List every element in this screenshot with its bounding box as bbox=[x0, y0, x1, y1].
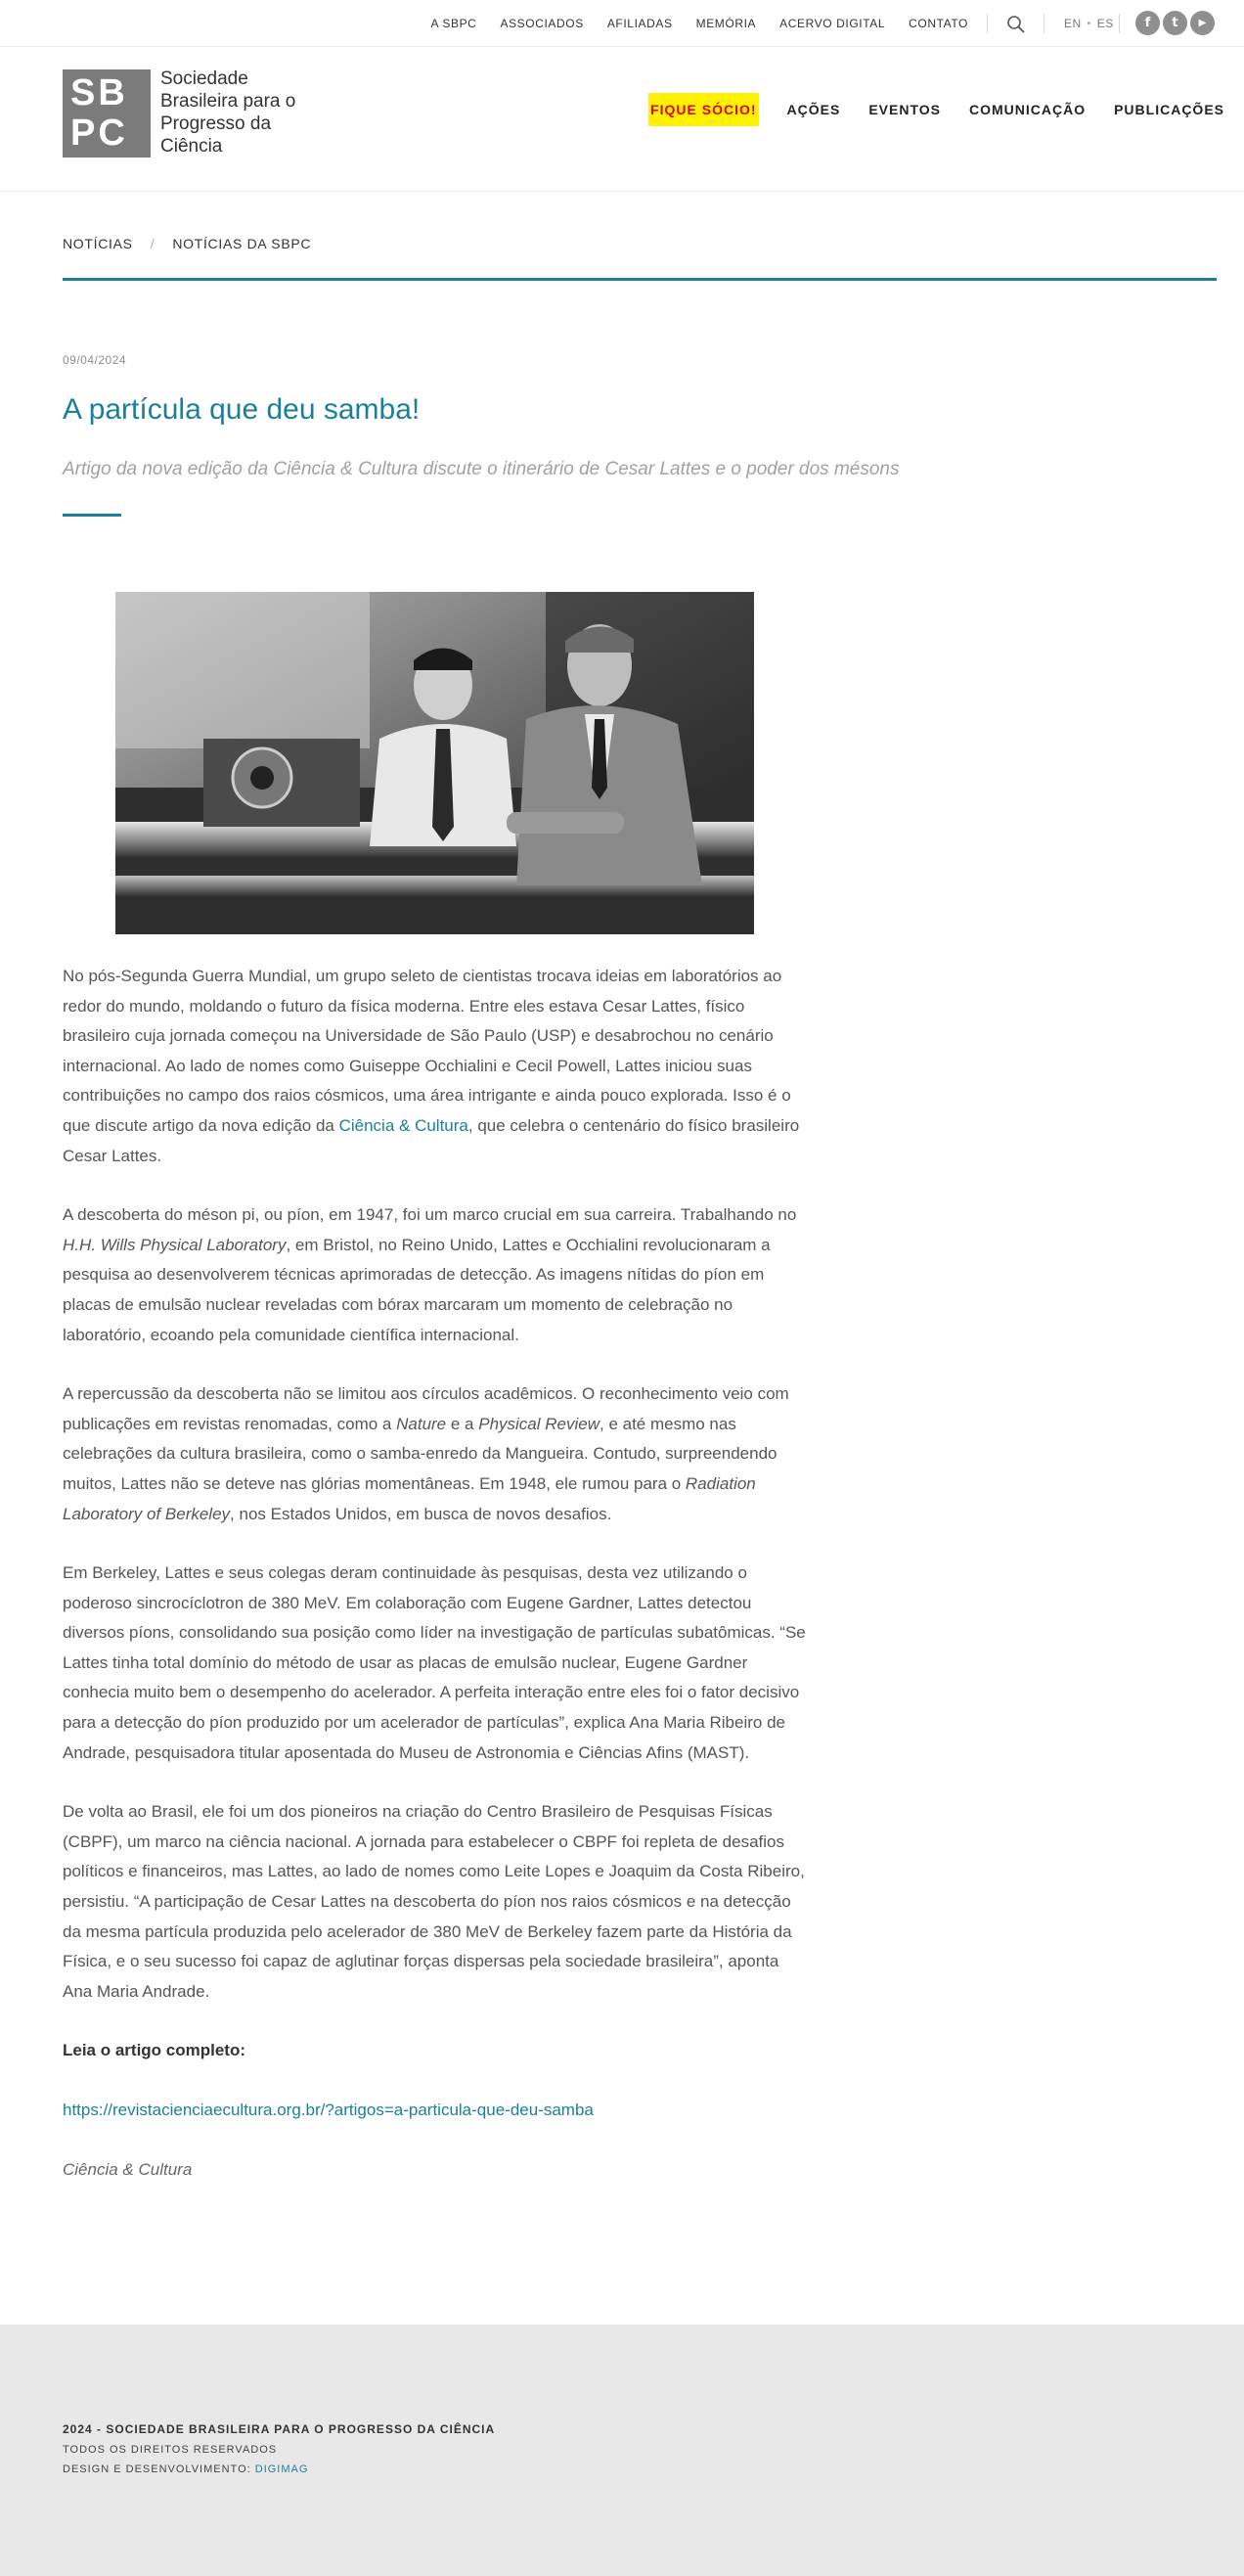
article-subtitle: Artigo da nova edição da Ciência & Cultura discute o itinerário de Cesar Lattes e o poder dos mésons bbox=[63, 459, 900, 479]
article-paragraph bbox=[63, 962, 806, 1171]
article-title: A partícula que deu samba! bbox=[63, 393, 421, 426]
util-link-memoria[interactable]: MEMÓRIA bbox=[695, 17, 757, 30]
breadcrumb-underline bbox=[63, 278, 1217, 281]
footer-credit-prefix: DESIGN E DESENVOLVIMENTO: bbox=[63, 2463, 255, 2475]
site-footer bbox=[0, 2325, 1244, 2576]
emphasis-text: Physical Review bbox=[478, 1414, 600, 1433]
breadcrumb-noticias[interactable]: NOTÍCIAS bbox=[63, 236, 133, 251]
article-paragraph: De volta ao Brasil, ele foi um dos pioneiros na criação do Centro Brasileiro de Pesquisas Físicas (CBPF), um marco na ciência nacional. A jornada para estabelecer o CBPF foi repleta de desafios políticos e financeiros, mas Lattes, ao lado de nomes como Leite Lopes e Joaquim da Costa Ribeiro, persistiu. “A participação de Cesar Lattes na descoberta do píon nos raios cósmicos e na detecção da mesma partícula produzida pelo acelerador de 380 MeV de Berkeley fazem parte da História da Física, e o seu sucesso foi capaz de aglutinar forças dispersas pela sociedade brasileira”, aponta Ana Maria Andrade. bbox=[63, 1802, 805, 2001]
paragraph-text: A descoberta do méson pi, ou píon, em 1947, foi um marco crucial em sua carreira. Trabalhando no bbox=[63, 1205, 797, 1225]
breadcrumb-separator: / bbox=[150, 236, 156, 251]
ciencia-cultura-link[interactable]: Ciência & Cultura bbox=[338, 1115, 468, 1135]
paragraph-text: A repercussão da descoberta não se limitou aos círculos acadêmicos. O reconhecimento veio com publicações em revistas renomadas, como a bbox=[63, 1384, 789, 1433]
divider bbox=[987, 14, 988, 33]
article-photo bbox=[115, 592, 754, 934]
facebook-icon[interactable]: f bbox=[1135, 11, 1160, 35]
nav-acoes[interactable]: AÇÕES bbox=[786, 102, 841, 117]
paragraph-text: , e até mesmo nas celebrações da cultura brasileira, como o samba-enredo da Mangueira. Contudo, surpreendendo muitos, Lattes não se deteve nas glórias momentâneas. Em 1948, ele rumou para o bbox=[63, 1414, 778, 1493]
article-date: 09/04/2024 bbox=[63, 353, 127, 367]
read-more-label: Leia o artigo completo: bbox=[63, 2041, 246, 2060]
nav-publicacoes[interactable]: PUBLICAÇÕES bbox=[1114, 102, 1224, 117]
lang-es-link[interactable]: ES bbox=[1096, 17, 1114, 30]
util-link-afiliadas[interactable]: AFILIADAS bbox=[606, 17, 673, 30]
logo-mark bbox=[63, 69, 151, 158]
logo-mark-line2: PC bbox=[70, 113, 128, 154]
utility-nav bbox=[408, 0, 969, 47]
article-source: Ciência & Cultura bbox=[63, 2159, 193, 2179]
logo-mark-line1: SB bbox=[70, 72, 128, 113]
article-paragraph bbox=[63, 1379, 806, 1529]
footer-credit bbox=[63, 2463, 308, 2475]
emphasis-text: H.H. Wills Physical Laboratory bbox=[63, 1235, 287, 1254]
nav-eventos[interactable]: EVENTOS bbox=[868, 102, 941, 117]
social-links bbox=[1135, 11, 1218, 35]
full-article-link[interactable]: https://revistacienciaecultura.org.br/?artigos=a-particula-que-deu-samba bbox=[63, 2101, 594, 2119]
emphasis-text: Nature bbox=[396, 1414, 447, 1433]
util-link-acervo-digital[interactable]: ACERVO DIGITAL bbox=[779, 17, 886, 30]
footer-rights: TODOS OS DIREITOS RESERVADOS bbox=[63, 2444, 278, 2456]
paragraph-text: , que celebra o centenário do físico brasileiro Cesar Lattes. bbox=[63, 1115, 800, 1165]
digimag-link[interactable]: DIGIMAG bbox=[254, 2463, 309, 2475]
site-logo[interactable] bbox=[63, 69, 317, 158]
breadcrumb-noticias-sbpc[interactable]: NOTÍCIAS DA SBPC bbox=[172, 236, 312, 251]
paragraph-text: , em Bristol, no Reino Unido, Lattes e Occhialini revolucionaram a pesquisa ao desenvolverem técnicas aprimoradas de detecção. As imagens nítidas do píon em placas de emulsão nuclear reveladas com bórax marcaram um momento de celebração no laboratório, ecoando pela comunidade científica internacional. bbox=[63, 1235, 771, 1344]
lang-separator: • bbox=[1087, 18, 1091, 29]
paragraph-text: , nos Estados Unidos, em busca de novos desafios. bbox=[230, 1504, 612, 1523]
emphasis-text: Radiation Laboratory of Berkeley bbox=[63, 1473, 756, 1523]
article-paragraph bbox=[63, 1200, 806, 1350]
main-nav bbox=[648, 93, 1224, 126]
language-switcher bbox=[1064, 0, 1114, 47]
nav-comunicacao[interactable]: COMUNICAÇÃO bbox=[968, 102, 1087, 117]
lang-en-link[interactable]: EN bbox=[1064, 17, 1082, 30]
divider bbox=[1119, 14, 1120, 33]
breadcrumb bbox=[63, 236, 311, 251]
article-paragraph: Em Berkeley, Lattes e seus colegas deram continuidade às pesquisas, desta vez utilizando o poderoso sincrocíclotron de 380 MeV. Em colaboração com Eugene Gardner, Lattes detectou diversos píons, consolidando sua posição como líder na investigação de partículas subatômicas. “Se Lattes tinha total domínio do método de usar as placas de emulsão nuclear, Eugene Gardner conhecia muito bem o desempenho do acelerador. A perfeita interação entre eles foi o fator decisivo para a detecção do píon produzido por um acelerador de partículas”, explica Ana Maria Ribeiro de Andrade, pesquisadora titular aposentada do Museu de Astronomia e Ciências Afins (MAST). bbox=[63, 1563, 806, 1762]
util-link-associados[interactable]: ASSOCIADOS bbox=[500, 17, 584, 30]
paragraph-text: No pós-Segunda Guerra Mundial, um grupo seleto de cientistas trocava ideias em laboratórios ao redor do mundo, moldando o futuro da física moderna. Entre eles estava Cesar Lattes, físico brasileiro cuja jornada começou na Universidade de São Paulo (USP) e desabrochou no cenário internacional. Ao lado de nomes como Guiseppe Occhialini e Cecil Powell, Lattes iniciou suas contribuições no campo dos raios cósmicos, uma área intrigante e ainda pouco explorada. Isso é o que discute artigo da nova edição da bbox=[63, 967, 791, 1135]
paragraph-text: e a bbox=[446, 1414, 479, 1433]
title-accent-line bbox=[63, 514, 121, 517]
article-body bbox=[63, 962, 806, 2214]
footer-copyright: 2024 - SOCIEDADE BRASILEIRA PARA O PROGRESSO DA CIÊNCIA bbox=[63, 2422, 496, 2436]
utility-bar bbox=[0, 0, 1244, 47]
logo-name: Sociedade Brasileira para o Progresso da Ciência bbox=[160, 68, 296, 157]
site-header bbox=[0, 48, 1244, 192]
util-link-contato[interactable]: CONTATO bbox=[909, 17, 968, 30]
util-link-a-sbpc[interactable]: A SBPC bbox=[430, 17, 477, 30]
twitter-icon[interactable]: t bbox=[1163, 11, 1187, 35]
nav-fique-socio[interactable]: FIQUE SÓCIO! bbox=[648, 93, 758, 126]
youtube-icon[interactable]: ▶ bbox=[1190, 11, 1215, 35]
search-icon[interactable] bbox=[1006, 15, 1026, 34]
